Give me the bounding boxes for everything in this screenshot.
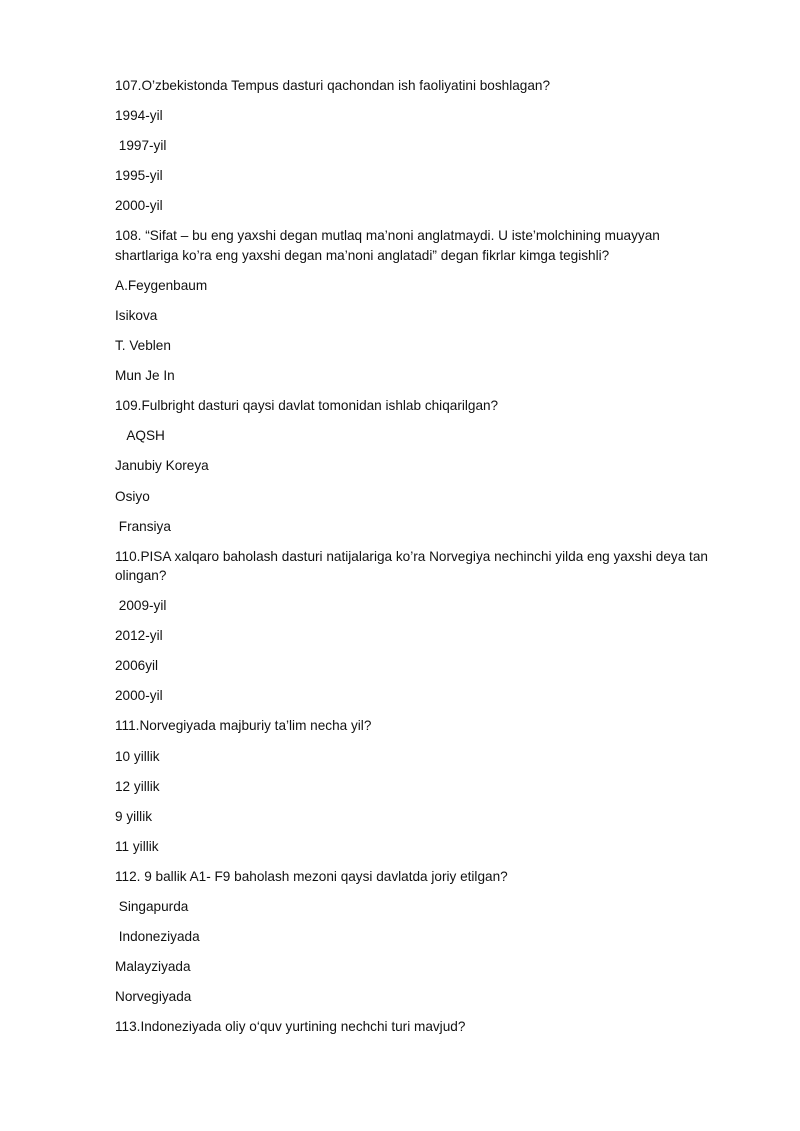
option-112-a: Singapurda (115, 899, 189, 915)
option-110-a: 2009-yil (115, 598, 167, 614)
option-108-c: T. Veblen (115, 338, 171, 354)
option-112-c: Malayziyada (115, 959, 191, 975)
option-108-a: A.Feygenbaum (115, 277, 208, 293)
question-108: 108. “Sifat – bu eng yaxshi degan mutlaq ma’noni anglatmaydi. U iste’molchining muayyan shartlariga ko’ra eng yaxshi degan ma’noni anglatadi” degan fikrlar kimga tegishli? (115, 228, 664, 263)
option-110-c: 2006yil (115, 658, 159, 674)
document-body (115, 76, 715, 1048)
option-109-a: AQSH (115, 428, 165, 444)
option-107-d: 2000-yil (115, 198, 163, 214)
question-113: 113.Indoneziyada oliy o‘quv yurtining nechchi turi mavjud? (115, 1019, 466, 1035)
question-111: 111.Norvegiyada majburiy ta’lim necha yil? (115, 718, 372, 734)
option-110-d: 2000-yil (115, 688, 163, 704)
option-110-b: 2012-yil (115, 628, 163, 644)
option-111-b: 12 yillik (115, 778, 160, 794)
option-111-a: 10 yillik (115, 748, 160, 764)
question-107: 107.O’zbekistonda Tempus dasturi qachondan ish faoliyatini boshlagan? (115, 78, 551, 93)
option-112-b: Indoneziyada (115, 929, 200, 945)
option-111-d: 11 yillik (115, 838, 159, 854)
option-109-b: Janubiy Koreya (115, 458, 209, 474)
question-110: 110.PISA xalqaro baholash dasturi natijalariga ko’ra Norvegiya nechinchi yilda eng yaxshi deya tan olingan? (115, 548, 712, 584)
option-111-c: 9 yillik (115, 808, 153, 824)
option-108-b: Isikova (115, 307, 158, 323)
option-107-b: 1997-yil (115, 138, 167, 154)
option-109-d: Fransiya (115, 518, 171, 534)
option-112-d: Norvegiyada (115, 989, 192, 1005)
question-109: 109.Fulbright dasturi qaysi davlat tomonidan ishlab chiqarilgan? (115, 398, 499, 414)
option-107-c: 1995-yil (115, 168, 163, 184)
option-108-d: Mun Je In (115, 368, 175, 384)
option-107-a: 1994-yil (115, 108, 163, 124)
option-109-c: Osiyo (115, 488, 150, 504)
question-112: 112. 9 ballik A1- F9 baholash mezoni qaysi davlatda joriy etilgan? (115, 868, 508, 884)
